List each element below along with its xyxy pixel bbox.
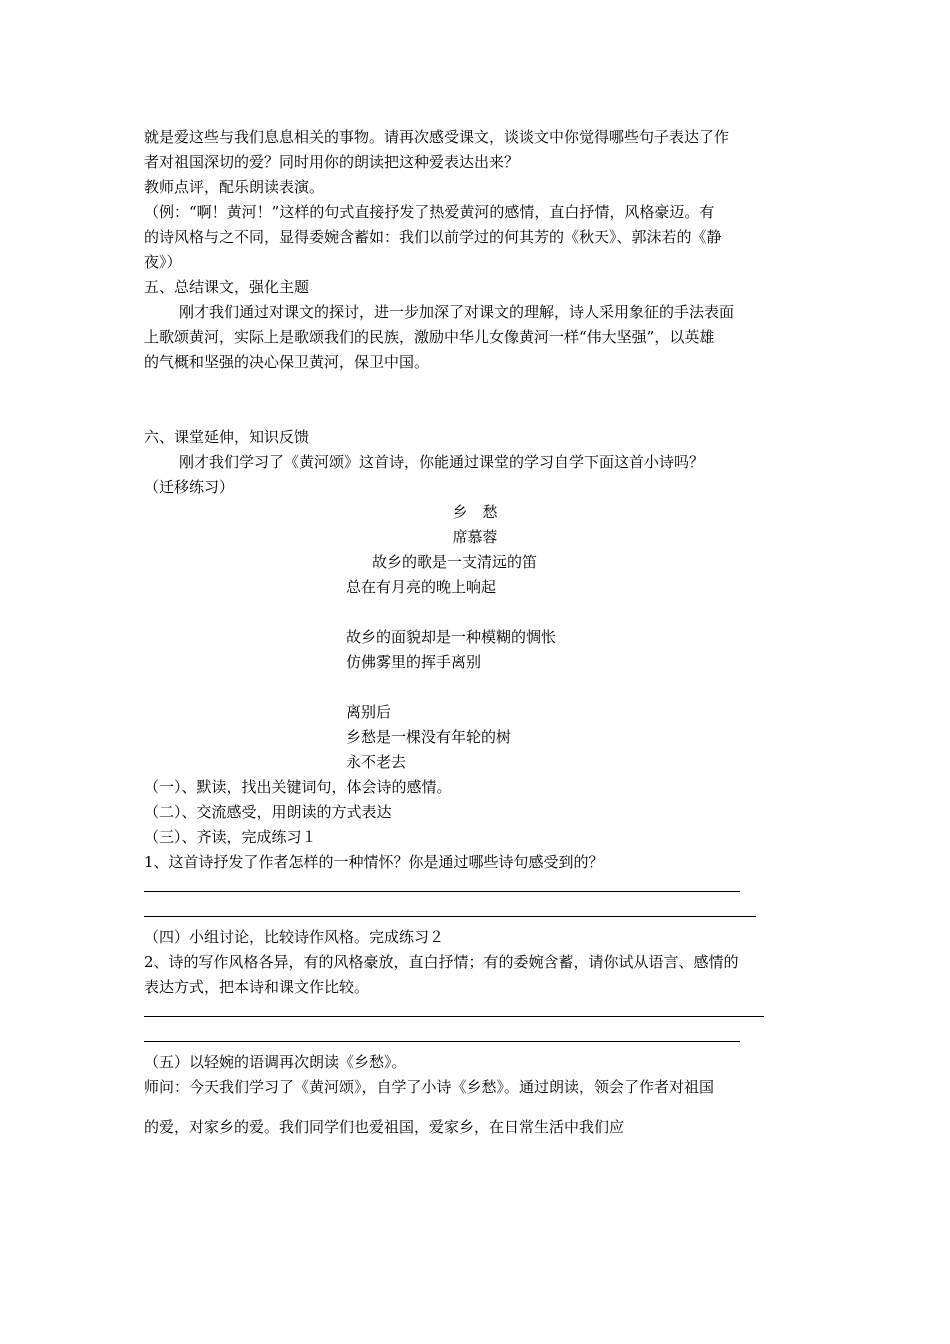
step-2: （二）、交流感受，用朗读的方式表达 bbox=[144, 803, 392, 821]
question-2-line1: 2、诗的写作风格各异，有的风格豪放，直白抒情；有的委婉含蓄，请你试从语言、感情的 bbox=[144, 953, 739, 971]
poem-author: 席慕蓉 bbox=[452, 528, 498, 546]
poem-line: 总在有月亮的晚上响起 bbox=[346, 578, 497, 596]
poem-line: 仿佛雾里的挥手离别 bbox=[346, 653, 482, 671]
section6-intro-line2: （迁移练习） bbox=[144, 478, 235, 496]
answer-line[interactable] bbox=[144, 916, 756, 917]
closing-line2: 的爱，对家乡的爱。我们同学们也爱祖国，爱家乡，在日常生活中我们应 bbox=[144, 1118, 625, 1136]
question-1: 1、这首诗抒发了作者怎样的一种情怀？你是通过哪些诗句感受到的？ bbox=[144, 853, 604, 871]
poem-line: 离别后 bbox=[346, 703, 392, 721]
step-4: （四）小组讨论，比较诗作风格。完成练习２ bbox=[144, 928, 445, 946]
section4-line1: 就是爱这些与我们息息相关的事物。请再次感受课文，谈谈文中你觉得哪些句子表达了作 bbox=[144, 128, 730, 146]
teacher-comment: 教师点评，配乐朗读表演。 bbox=[144, 178, 325, 196]
closing-line1: 师问：今天我们学习了《黄河颂》，自学了小诗《乡愁》。通过朗读，领会了作者对祖国 bbox=[144, 1078, 715, 1096]
answer-line[interactable] bbox=[144, 1016, 764, 1017]
poem-line: 故乡的面貌却是一种模糊的惆怅 bbox=[346, 628, 557, 646]
answer-line[interactable] bbox=[144, 1041, 740, 1042]
section5-para-line1: 刚才我们通过对课文的探讨，进一步加深了对课文的理解，诗人采用象征的手法表面 bbox=[179, 303, 735, 321]
question-2-line2: 表达方式，把本诗和课文作比较。 bbox=[144, 978, 370, 996]
poem-line: 故乡的歌是一支清远的笛 bbox=[372, 553, 538, 571]
section6-intro-line1: 刚才我们学习了《黄河颂》这首诗，你能通过课堂的学习自学下面这首小诗吗？ bbox=[179, 453, 705, 471]
poem-line: 乡愁是一棵没有年轮的树 bbox=[346, 728, 512, 746]
section5-para-line2: 上歌颂黄河，实际上是歌颂我们的民族，激励中华儿女像黄河一样“伟大坚强”，以英雄 bbox=[144, 328, 715, 346]
example-line3: 夜》） bbox=[144, 253, 182, 271]
section6-heading: 六、课堂延伸，知识反馈 bbox=[144, 428, 310, 446]
section5-heading: 五、总结课文，强化主题 bbox=[144, 278, 310, 296]
poem-line: 永不老去 bbox=[346, 753, 407, 771]
answer-line[interactable] bbox=[144, 891, 740, 892]
step-1: （一）、默读，找出关键词句，体会诗的感情。 bbox=[144, 778, 452, 796]
poem-title: 乡 愁 bbox=[452, 503, 498, 521]
step-5: （五）以轻婉的语调再次朗读《乡愁》。 bbox=[144, 1053, 407, 1071]
section5-para-line3: 的气概和坚强的决心保卫黄河，保卫中国。 bbox=[144, 353, 430, 371]
step-3: （三）、齐读，完成练习１ bbox=[144, 828, 317, 846]
example-line2: 的诗风格与之不同，显得委婉含蓄如：我们以前学过的何其芳的《秋天》、郭沫若的《静 bbox=[144, 228, 722, 246]
example-line1: （例：“啊！黄河！”这样的句式直接抒发了热爱黄河的感情，直白抒情，风格豪迈。有 bbox=[144, 203, 715, 221]
section4-line2: 者对祖国深切的爱？同时用你的朗读把这种爱表达出来？ bbox=[144, 153, 520, 171]
